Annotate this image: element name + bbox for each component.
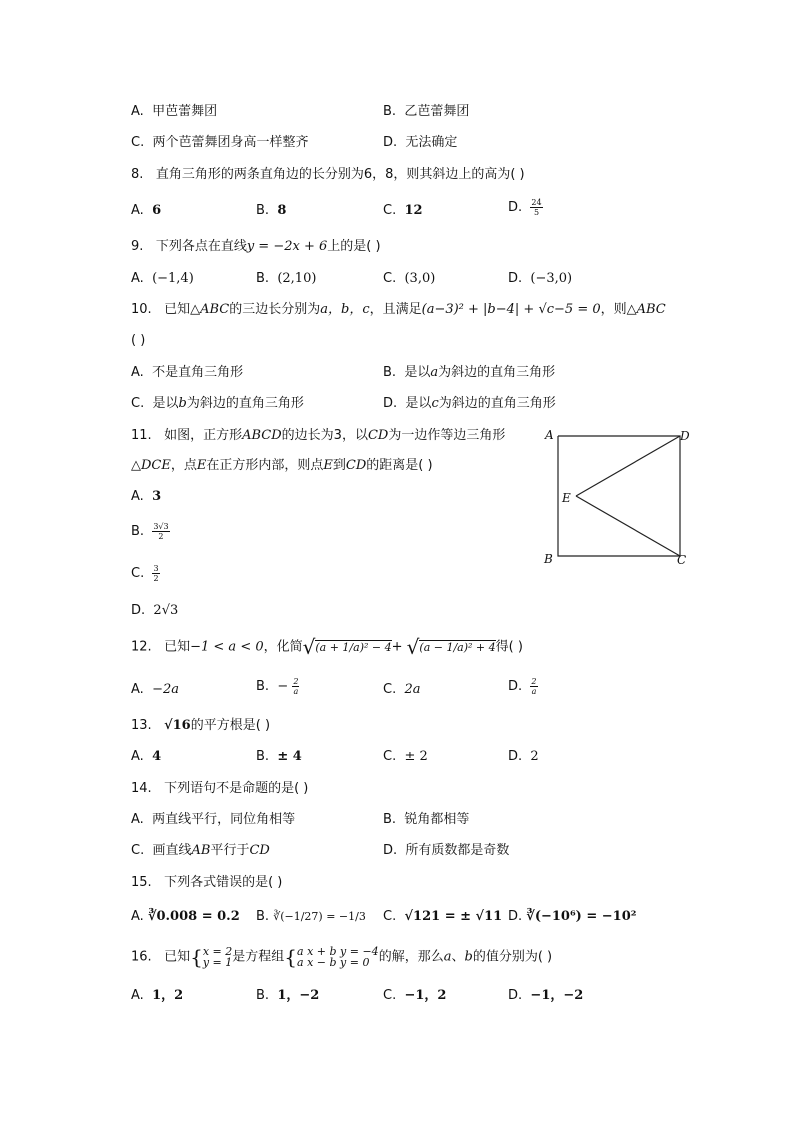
fraction: $\frac{3}{2}$ [153,564,159,583]
label-c: C [677,553,687,567]
q15-option-c: C. √121 = ± √11 [383,909,503,924]
system-1: x = 2 y = 1 [202,945,233,969]
q10-option-a: A. 不是直角三角形 [131,365,244,380]
q11-stem-line1: 11. 如图，正方形ABCD的边长为3，以CD为一边作等边三角形 [131,428,506,443]
q10-option-c: C. 是以b为斜边的直角三角形 [131,396,304,411]
q7-option-b: B. 乙芭蕾舞团 [383,104,470,119]
segment-ec [576,496,680,556]
q13-option-b: B. ± 4 [256,749,302,764]
q11-option-b: B. $\frac{3√3}{2}$ [131,522,169,541]
q12-option-a: A. −2a [131,682,179,697]
q14-stem: 14. 下列语句不是命题的是( ) [131,781,309,796]
q16-option-b: B. 1，−2 [256,988,320,1003]
q16-option-c: C. −1，2 [383,988,447,1003]
q14-option-a: A. 两直线平行，同位角相等 [131,812,296,827]
q13-option-c: C. ± 2 [383,749,428,764]
q14-option-d: D. 所有质数都是奇数 [383,843,510,858]
q15-option-d: D. ∛(−10⁶) = −10² [508,909,637,924]
q10-stem: 10. 已知△ABC的三边长分别为a，b，c，且满足(a−3)² + |b−4| + √c−5 = 0，则△ABC [131,302,666,317]
q7-option-a: A. 甲芭蕾舞团 [131,104,218,119]
q13-stem: 13. √16的平方根是( ) [131,718,271,733]
q15-stem: 15. 下列各式错误的是( ) [131,875,283,890]
q7-option-d: D. 无法确定 [383,135,458,150]
q8-stem: 8. 直角三角形的两条直角边的长分别为6，8，则其斜边上的高为( ) [131,167,525,182]
q10-option-d: D. 是以c为斜边的直角三角形 [383,396,556,411]
q12-option-c: C. 2a [383,682,421,697]
segment-ed [576,436,680,496]
q15-option-b: B. ∛(−1/27) = −1/3 [256,909,366,924]
q7-option-c: C. 两个芭蕾舞团身高一样整齐 [131,135,309,150]
q13-option-d: D. 2 [508,749,539,764]
q8-option-d: D. $\frac{24}{5}$ [508,198,542,217]
q10-option-b: B. 是以a为斜边的直角三角形 [383,365,556,380]
fraction: $\frac{24}{5}$ [531,198,542,217]
q11-option-c: C. $\frac{3}{2}$ [131,564,159,583]
q11-square-figure [538,424,708,570]
label-d: D [680,429,690,443]
q9-option-a: A. (−1,4) [131,271,194,286]
label-e: E [562,491,571,505]
q9-stem: 9. 下列各点在直线y = −2x + 6上的是( ) [131,239,381,254]
q13-option-a: A. 4 [131,749,162,764]
q9-option-d: D. (−3,0) [508,271,573,286]
q12-option-d: D. $\frac{2}{a}$ [508,677,537,696]
q10-paren: ( ) [131,333,146,348]
q8-option-a: A. 6 [131,203,162,218]
q15-option-a: A. ∛0.008 = 0.2 [131,909,240,924]
q8-option-b: B. 8 [256,203,287,218]
q12-option-b: B. − $\frac{2}{a}$ [256,677,299,696]
q9-option-b: B. (2,10) [256,271,317,286]
q8-option-c: C. 12 [383,203,423,218]
q11-option-a: A. 3 [131,489,162,504]
fraction: $\frac{3√3}{2}$ [153,522,169,541]
q12-stem: 12. 已知−1 < a < 0，化简√(a + 1/a)² − 4+ √(a − 1/a)² + 4得( ) [131,635,523,659]
label-b: B [544,552,553,566]
label-a: A [545,428,554,442]
system-2: a x + b y = −4 a x − b y = 0 [297,945,379,969]
q11-option-d: D. 2√3 [131,603,179,618]
q16-stem: 16. 已知{ x = 2 y = 1 是方程组{ a x + b y = −4 a x − b y = 0 的解，那么a、b的值分别为( ) [131,945,553,969]
fraction: $\frac{2}{a}$ [293,677,299,696]
q11-stem-line2: △DCE，点E在正方形内部，则点E到CD的距离是( ) [131,458,433,473]
q16-option-d: D. −1，−2 [508,988,584,1003]
q14-option-b: B. 锐角都相等 [383,812,470,827]
q9-option-c: C. (3,0) [383,271,436,286]
q14-option-c: C. 画直线AB平行于CD [131,843,270,858]
q16-option-a: A. 1，2 [131,988,184,1003]
fraction: $\frac{2}{a}$ [531,677,537,696]
